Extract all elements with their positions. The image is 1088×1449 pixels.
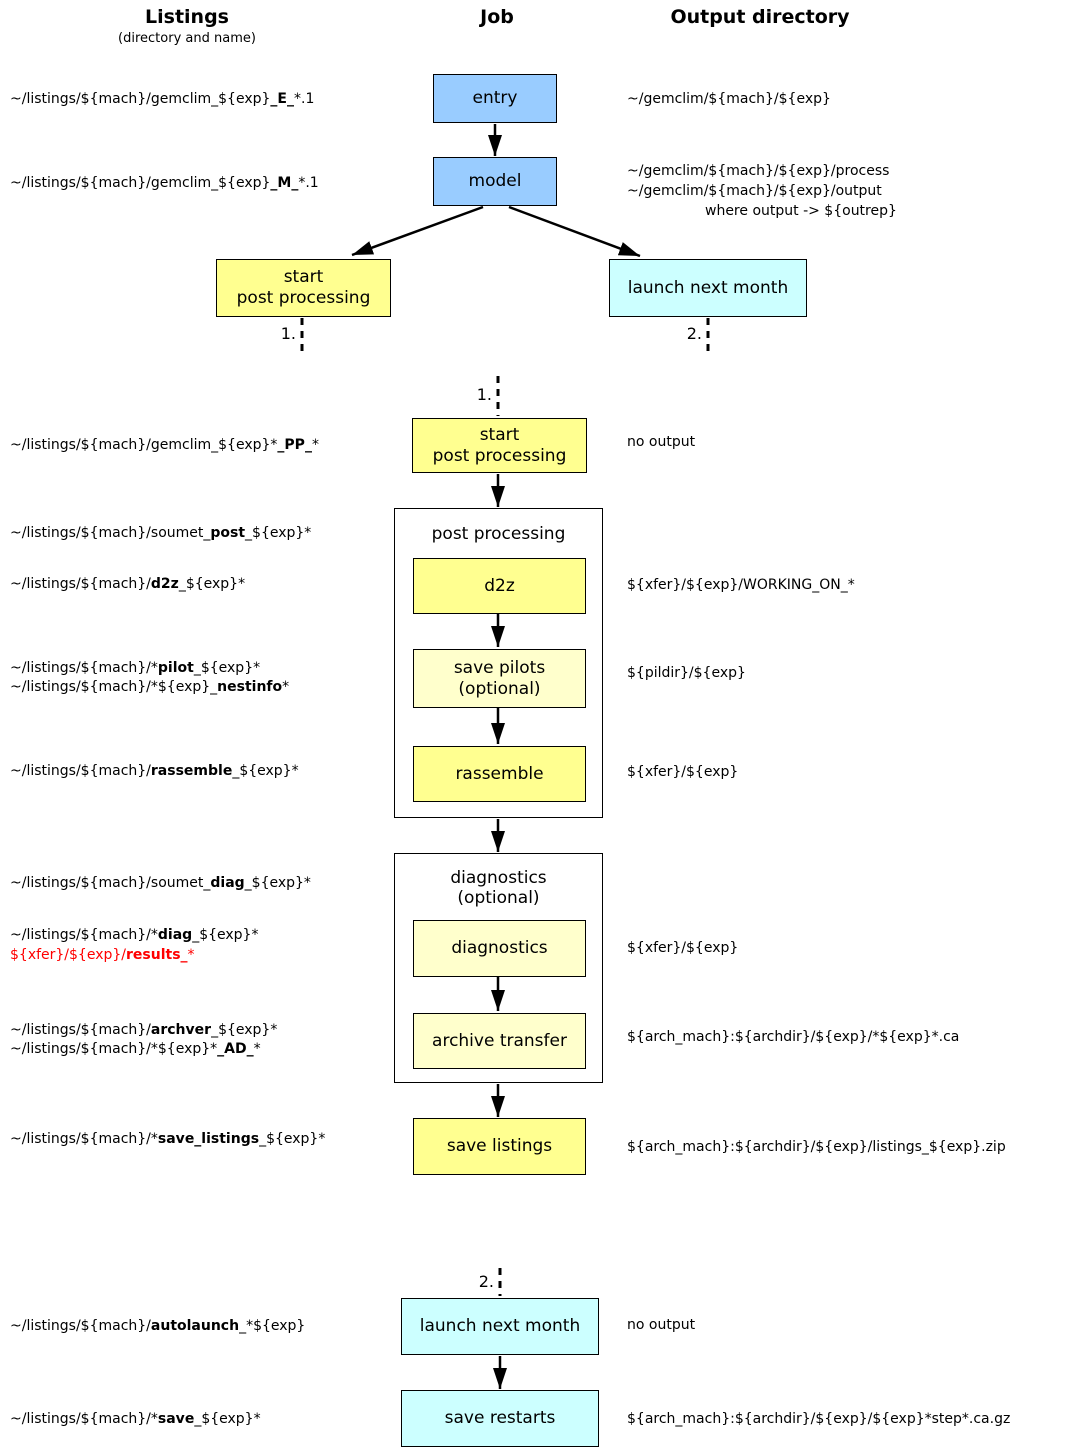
output-d2z: ${xfer}/${exp}/WORKING_ON_* <box>627 577 855 593</box>
output-archive-transfer: ${arch_mach}:${archdir}/${exp}/*${exp}*.ca <box>627 1029 960 1045</box>
output-model <box>627 161 897 221</box>
listing-autolaunch: ~/listings/${mach}/autolaunch_*${exp} <box>10 1318 306 1334</box>
branch-label-2-stub: 2. <box>686 324 702 343</box>
listing-soumet-diag: ~/listings/${mach}/soumet_diag_${exp}* <box>10 875 311 891</box>
node-launch-next-month-1: launch next month <box>609 259 807 317</box>
output-launch: no output <box>627 1317 696 1333</box>
node-save-restarts: save restarts <box>401 1390 599 1447</box>
column-subheader-listings: (directory and name) <box>118 31 256 46</box>
node-archive-transfer: archive transfer <box>413 1013 586 1069</box>
column-header-listings: Listings <box>145 6 229 28</box>
listing-start-pp: ~/listings/${mach}/gemclim_${exp}*_PP_* <box>10 437 319 453</box>
group-diagnostics <box>394 853 603 1083</box>
output-model-output: ~/gemclim/${mach}/${exp}/output <box>627 183 882 199</box>
group-post-processing <box>394 508 603 818</box>
listing-pilot: ~/listings/${mach}/*pilot_${exp}* <box>10 660 261 676</box>
arrow-model-to-launch <box>509 207 640 256</box>
node-start-post-processing-2: start post processing <box>412 418 587 473</box>
branch-label-1-resume: 1. <box>476 385 492 404</box>
node-launch-next-month-2: launch next month <box>401 1298 599 1355</box>
column-header-job: Job <box>480 6 514 28</box>
arrow-model-to-start-pp <box>352 207 483 255</box>
group-diagnostics-title: diagnostics (optional) <box>450 868 547 908</box>
listing-d2z: ~/listings/${mach}/d2z_${exp}* <box>10 576 246 592</box>
group-post-processing-title: post processing <box>431 524 566 544</box>
listing-model: ~/listings/${mach}/gemclim_${exp}_M_*.1 <box>10 175 319 191</box>
listing-diag: ~/listings/${mach}/*diag_${exp}* <box>10 927 259 943</box>
node-save-listings: save listings <box>413 1118 586 1175</box>
node-save-pilots: save pilots (optional) <box>413 649 586 708</box>
output-save-pilots: ${pildir}/${exp} <box>627 665 746 681</box>
node-entry: entry <box>433 74 557 123</box>
branch-label-1-stub: 1. <box>280 324 296 343</box>
listing-rassemble: ~/listings/${mach}/rassemble_${exp}* <box>10 763 299 779</box>
output-diagnostics: ${xfer}/${exp} <box>627 940 739 956</box>
output-model-where: where output -> ${outrep} <box>705 203 897 219</box>
node-start-post-processing-1: start post processing <box>216 259 391 317</box>
output-rassemble: ${xfer}/${exp} <box>627 764 739 780</box>
listing-save: ~/listings/${mach}/*save_${exp}* <box>10 1411 261 1427</box>
node-d2z: d2z <box>413 558 586 614</box>
output-entry: ~/gemclim/${mach}/${exp} <box>627 91 831 107</box>
listing-soumet-post: ~/listings/${mach}/soumet_post_${exp}* <box>10 525 312 541</box>
output-save-restarts: ${arch_mach}:${archdir}/${exp}/${exp}*step*.ca.gz <box>627 1411 1011 1427</box>
listing-save-listings: ~/listings/${mach}/*save_listings_${exp}* <box>10 1131 326 1147</box>
listing-results-red: ${xfer}/${exp}/results_* <box>10 947 195 963</box>
listing-ad: ~/listings/${mach}/*${exp}*_AD_* <box>10 1041 261 1057</box>
output-model-process: ~/gemclim/${mach}/${exp}/process <box>627 163 890 179</box>
listing-nestinfo: ~/listings/${mach}/*${exp}_nestinfo* <box>10 679 290 695</box>
listing-archver: ~/listings/${mach}/archver_${exp}* <box>10 1022 278 1038</box>
column-header-output: Output directory <box>670 6 850 28</box>
output-save-listings: ${arch_mach}:${archdir}/${exp}/listings_${exp}.zip <box>627 1139 1006 1155</box>
branch-label-2-resume: 2. <box>478 1272 494 1291</box>
node-model: model <box>433 157 557 206</box>
node-rassemble: rassemble <box>413 746 586 802</box>
node-diagnostics: diagnostics <box>413 920 586 977</box>
listing-entry: ~/listings/${mach}/gemclim_${exp}_E_*.1 <box>10 91 315 107</box>
output-start-pp: no output <box>627 434 696 450</box>
